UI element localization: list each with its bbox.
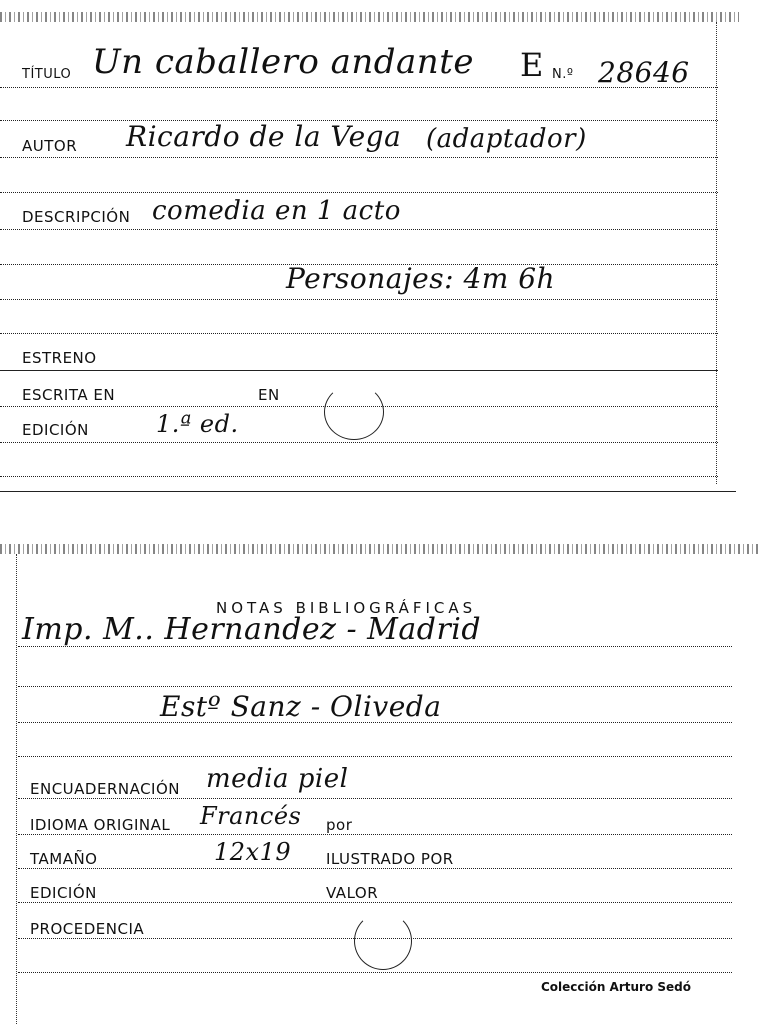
rule — [0, 333, 718, 334]
rule — [18, 868, 732, 869]
rule — [18, 722, 732, 723]
library-stamp — [324, 384, 384, 440]
titulo-value: Un caballero andante — [92, 42, 474, 82]
en-label: EN — [258, 386, 280, 404]
catalog-card-main — [0, 0, 759, 492]
nota-line-2: Estº Sanz - Oliveda — [160, 690, 442, 723]
edicion-label: EDICIÓN — [30, 884, 97, 902]
collection-credit: Colección Arturo Sedó — [540, 980, 691, 994]
rule — [18, 902, 732, 903]
card-bottom-edge — [0, 491, 736, 492]
titulo-label: TÍTULO — [22, 67, 72, 82]
encuadernacion-label: ENCUADERNACIÓN — [30, 780, 181, 798]
rule — [0, 476, 718, 477]
card-edge — [0, 544, 759, 554]
ilustrado-label: ILUSTRADO POR — [326, 850, 454, 868]
descripcion-value: comedia en 1 acto — [152, 196, 401, 226]
nota-line-1: Imp. M.. Hernandez - Madrid — [22, 612, 482, 647]
autor-label: AUTOR — [22, 137, 78, 155]
catalog-card-notes — [0, 540, 759, 1028]
rule — [0, 229, 718, 230]
rule — [18, 972, 732, 973]
autor-note: (adaptador) — [426, 124, 587, 154]
valor-label: VALOR — [326, 884, 379, 902]
rule — [0, 370, 718, 371]
rule — [0, 442, 718, 443]
library-stamp — [354, 912, 412, 970]
rule — [0, 192, 718, 193]
signature-letter: E — [520, 46, 544, 84]
encuadernacion-value: media piel — [206, 764, 349, 794]
idioma-value: Francés — [200, 802, 302, 830]
idioma-label: IDIOMA ORIGINAL — [30, 816, 171, 834]
autor-value: Ricardo de la Vega — [126, 120, 402, 153]
escrita-label: ESCRITA EN — [22, 386, 116, 404]
personajes-value: Personajes: 4m 6h — [286, 262, 556, 295]
descripcion-label: DESCRIPCIÓN — [22, 208, 131, 226]
rule — [18, 756, 732, 757]
rule — [18, 834, 732, 835]
rule — [0, 157, 718, 158]
rule — [18, 686, 732, 687]
numero-value: 28646 — [598, 56, 690, 89]
edicion-label: EDICIÓN — [22, 421, 89, 439]
card-edge — [0, 12, 739, 22]
notas-heading: NOTAS BIBLIOGRÁFICAS — [216, 599, 477, 617]
edicion-value: 1.ª ed. — [156, 410, 239, 438]
card-right-edge — [716, 22, 717, 484]
rule — [18, 798, 732, 799]
rule — [0, 87, 718, 88]
estreno-label: ESTRENO — [22, 349, 97, 367]
card-left-edge — [16, 554, 17, 1024]
rule — [18, 646, 732, 647]
tamano-label: TAMAÑO — [30, 850, 98, 868]
procedencia-label: PROCEDENCIA — [30, 920, 145, 938]
por-label: por — [326, 816, 353, 834]
tamano-value: 12x19 — [214, 838, 292, 866]
numero-label: N.º — [552, 67, 574, 82]
rule — [0, 299, 718, 300]
